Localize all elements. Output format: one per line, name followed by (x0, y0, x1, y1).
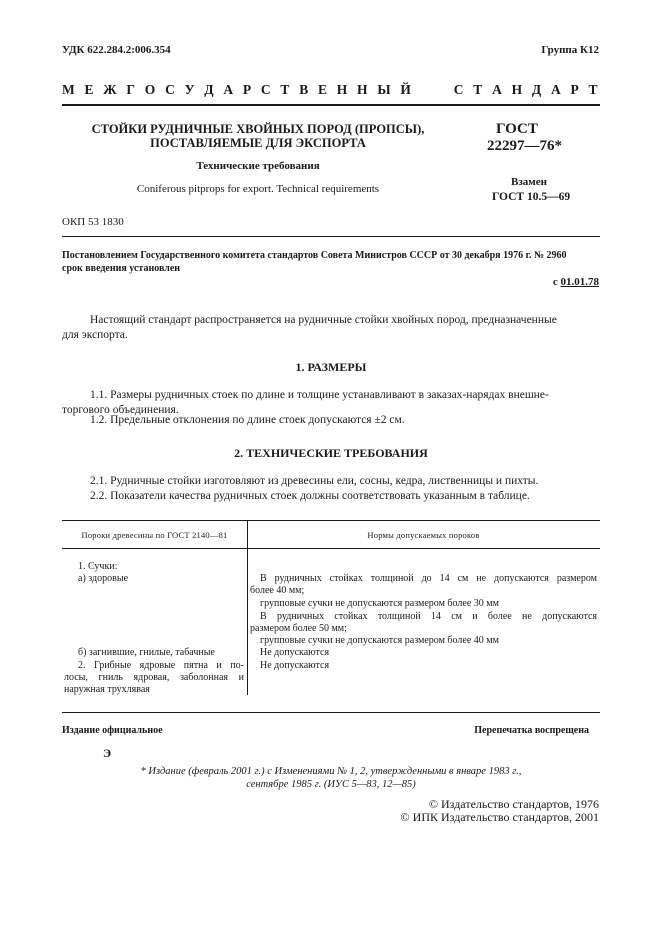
section-1-p1-line-2: торгового объединения. (62, 404, 179, 416)
section-1-p2: 1.2. Предельные отклонения по длине стоек допускаются ±2 см. (90, 414, 405, 426)
norm-group-knots-thick: групповые сучки не допускаются размером более 40 мм (260, 635, 499, 646)
intro-line-2: для экспорта. (62, 329, 128, 341)
norm-knots-thin-line-1: В рудничных стойках толщиной до 14 см не допускаются размером (260, 573, 597, 584)
footer-rule (62, 712, 600, 713)
table-row-knots: 1. Сучки: (78, 561, 118, 572)
title-english: Coniferous pitprops for export. Technical requirements (136, 183, 380, 195)
interstate-standard-banner: М Е Ж Г О С У Д А Р С Т В Е Н Н Ы Й С Т А Н Д А Р Т (62, 82, 599, 97)
section-2-heading: 2. ТЕХНИЧЕСКИЕ ТРЕБОВАНИЯ (234, 446, 428, 460)
norm-knots-thick-line-2: размером более 50 мм; (250, 623, 347, 634)
copyright-2001: © ИПК Издательство стандартов, 2001 (400, 810, 599, 824)
table-header-defects: Пороки древесины по ГОСТ 2140—81 (81, 530, 228, 540)
intro-line-1: Настоящий стандарт распространяется на рудничные стойки хвойных пород, предназначенные (90, 314, 557, 326)
decree-line-2: срок введения установлен (62, 263, 181, 274)
section-2-p2: 2.2. Показатели качества рудничных стоек должны соответствовать указанным в таблице. (90, 490, 530, 502)
norm-rotten-knots: Не допускаются (260, 647, 330, 658)
section-1-p1-line-1: 1.1. Размеры рудничных стоек по длине и толщине устанавливают в заказах-нарядах внешне- (90, 389, 549, 401)
gost-number: 22297—76* (487, 138, 562, 154)
banner-rule (62, 104, 600, 106)
reprint-prohibited: Перепечатка воспрещена (474, 725, 589, 736)
table-row-fungal-line-3: наружная трухлявая (64, 684, 150, 695)
table-row-healthy-knots: а) здоровые (78, 573, 129, 584)
decree-line-1: Постановлением Государственного комитета стандартов Совета Министров СССР от 30 декабря 1976 г. № 2960 (62, 250, 567, 261)
table-column-divider (247, 520, 248, 695)
section-1-heading: 1. РАЗМЕРЫ (295, 360, 367, 374)
effective-date: 01.01.78 (560, 276, 599, 288)
norm-group-knots-thin: групповые сучки не допускаются размером более 30 мм (260, 598, 499, 609)
norm-knots-thin-line-2: более 40 мм; (250, 585, 305, 596)
official-edition: Издание официальное (62, 725, 163, 736)
title-subtitle: Технические требования (196, 160, 320, 172)
table-header-norms: Нормы допускаемых пороков (367, 530, 480, 540)
decree-date (553, 276, 599, 288)
title-line-1: СТОЙКИ РУДНИЧНЫЕ ХВОЙНЫХ ПОРОД (ПРОПСЫ), (91, 122, 425, 136)
title-line-2: ПОСТАВЛЯЕМЫЕ ДЛЯ ЭКСПОРТА (150, 136, 366, 150)
udk-code: УДК 622.284.2:006.354 (62, 44, 171, 56)
decree-date-prefix: с (552, 276, 561, 288)
table-row-rotten-knots: б) загнившие, гнилые, табачные (78, 647, 215, 658)
edition-note-line-2: сентябре 1985 г. (ИУС 5—83, 12—85) (246, 779, 416, 790)
okp-code: ОКП 53 1830 (62, 216, 124, 228)
table-row-fungal-line-1: 2. Грибные ядровые пятна и по- (78, 660, 244, 671)
table-header-rule (62, 548, 600, 549)
norm-fungal: Не допускаются (260, 660, 330, 671)
copyright-1976: © Издательство стандартов, 1976 (428, 797, 599, 811)
table-row-fungal-line-2: лосы, гниль ядровая, заболонная и (64, 672, 244, 683)
edition-note-line-1: * Издание (февраль 2001 г.) с Изменениями № 1, 2, утвержденными в январе 1983 г., (140, 766, 522, 777)
replaces-label: Взамен (511, 176, 547, 188)
replaces-standard: ГОСТ 10.5—69 (492, 191, 571, 203)
section-2-p1: 2.1. Рудничные стойки изготовляют из древесины ели, сосны, кедра, лиственницы и пихты. (90, 475, 539, 487)
okp-rule (62, 236, 600, 237)
gost-label: ГОСТ (496, 121, 538, 137)
group-code: Группа К12 (541, 44, 599, 56)
norm-knots-thick-line-1: В рудничных стойках толщиной 14 см и более не допускаются (260, 611, 597, 622)
table-top-rule (62, 520, 600, 521)
edition-mark: Э (103, 746, 112, 760)
